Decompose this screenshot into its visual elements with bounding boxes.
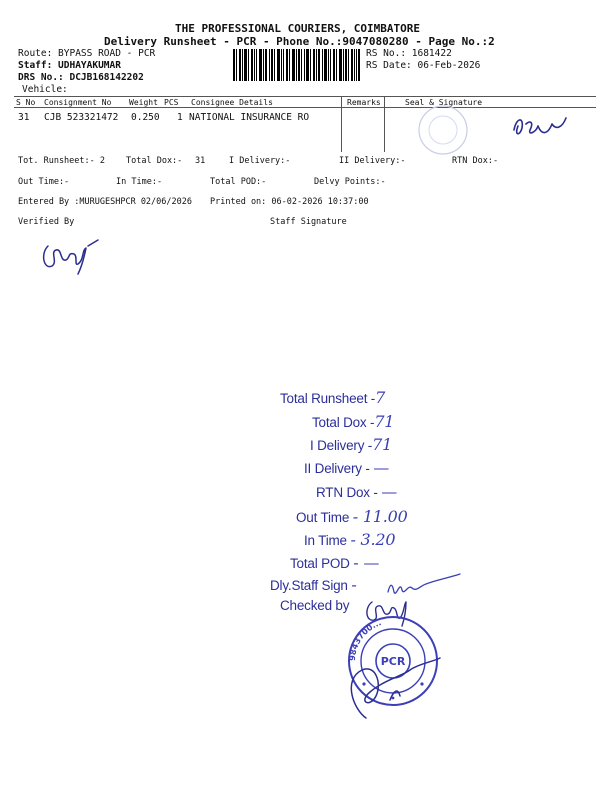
row-weight: 0.250 <box>131 112 160 123</box>
runsheet-subtitle: Delivery Runsheet - PCR - Phone No.:9047080280 - Page No.:2 <box>104 35 495 48</box>
stamp-line-total-dox: Total Dox -71 <box>312 412 395 431</box>
barcode-image <box>233 49 360 81</box>
table-col-divider <box>384 96 385 152</box>
rs-number: RS No.: 1681422 <box>366 48 452 59</box>
stamp-line-ii-delivery: II Delivery - — <box>304 458 390 477</box>
i-delivery-label: I Delivery:- <box>229 156 291 166</box>
table-header-rule <box>14 107 596 108</box>
in-time-label: In Time:- <box>116 177 163 187</box>
rs-date: RS Date: 06-Feb-2026 <box>366 60 481 71</box>
vehicle-label: Vehicle: <box>22 84 68 95</box>
col-header-consignee: Consignee Details <box>191 98 273 107</box>
tot-runsheet: Tot. Runsheet:- 2 <box>18 156 105 166</box>
seal-text: PCR <box>380 655 406 668</box>
drs-number: DRS No.: DCJB168142202 <box>18 72 144 83</box>
row-pcs: 1 <box>177 112 183 123</box>
seal-ring-text: 9843700... <box>347 618 383 662</box>
col-header-seal: Seal & Signature <box>405 98 483 107</box>
printed-on: Printed on: 06-02-2026 10:37:00 <box>210 197 369 207</box>
row-consignment: CJB 523321472 <box>44 112 119 123</box>
total-dox-value: 31 <box>195 156 206 166</box>
stamp-line-rtn-dox: RTN Dox - — <box>316 482 398 501</box>
ii-delivery-label: II Delivery:- <box>339 156 406 166</box>
company-title: THE PROFESSIONAL COURIERS, COIMBATORE <box>175 22 421 35</box>
stamp-line-total-pod: Total POD - — <box>290 553 380 572</box>
verified-by-label: Verified By <box>18 217 75 227</box>
staff-signature-label: Staff Signature <box>270 217 347 227</box>
col-header-remarks: Remarks <box>347 98 381 107</box>
table-top-rule <box>14 96 596 97</box>
stamp-line-out-time: Out Time - 11.00 <box>296 507 408 526</box>
row-consignee: NATIONAL INSURANCE RO <box>189 112 310 123</box>
col-header-consignment: Consignment No <box>44 98 112 107</box>
total-pod-label: Total POD:- <box>210 177 267 187</box>
stamp-line-staff-sign: Dly.Staff Sign - <box>270 575 357 594</box>
total-dox-label: Total Dox:- <box>126 156 183 166</box>
col-header-sno: S No <box>16 98 36 107</box>
large-signature-icon <box>336 640 446 724</box>
row-sno: 31 <box>18 112 30 123</box>
entered-by: Entered By :MURUGESHPCR 02/06/2026 <box>18 197 192 207</box>
table-col-divider <box>341 96 342 152</box>
col-header-pcs: PCS <box>164 98 179 107</box>
route-label: Route: BYPASS ROAD - PCR <box>18 48 156 59</box>
row-signature-icon <box>508 110 570 144</box>
staff-label: Staff: UDHAYAKUMAR <box>18 60 121 71</box>
out-time-label: Out Time:- <box>18 177 70 187</box>
delvy-points-label: Delvy Points:- <box>314 177 386 187</box>
verified-signature-icon <box>38 236 102 276</box>
stamp-line-i-delivery: I Delivery -71 <box>310 435 393 454</box>
col-header-weight: Weight <box>129 98 158 107</box>
rtn-dox-label: RTN Dox:- <box>452 156 499 166</box>
stamp-line-total-runsheet: Total Runsheet -7 <box>280 388 386 407</box>
faint-seal-ghost <box>408 104 478 156</box>
stamp-line-checked-by: Checked by <box>280 598 350 613</box>
stamp-line-in-time: In Time - 3.20 <box>304 530 396 549</box>
